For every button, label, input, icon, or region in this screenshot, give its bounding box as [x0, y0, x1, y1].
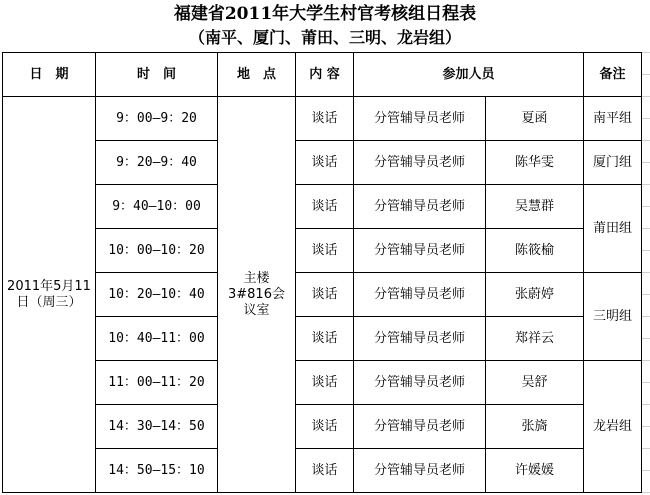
table-row	[3, 361, 642, 405]
role-cell: 分管辅导员老师	[354, 185, 486, 229]
group-cell-xiamen: 厦门组	[584, 141, 642, 185]
time-cell: 10：00—10：20	[96, 229, 218, 273]
group-cell-nanping: 南平组	[584, 97, 642, 141]
time-cell: 14：30—14：50	[96, 405, 218, 449]
time-cell: 10：20—10：40	[96, 273, 218, 317]
role-cell: 分管辅导员老师	[354, 273, 486, 317]
page-subtitle: （南平、厦门、莆田、三明、龙岩组）	[188, 28, 461, 47]
date-cell: 2011年5月11日（周三）	[3, 97, 96, 493]
content-cell: 谈话	[296, 185, 354, 229]
table-row	[3, 449, 642, 493]
table-row	[3, 141, 642, 185]
role-cell: 分管辅导员老师	[354, 229, 486, 273]
time-cell: 14：50—15：10	[96, 449, 218, 493]
content-cell: 谈话	[296, 229, 354, 273]
header-row	[3, 53, 642, 97]
person-cell: 吴舒	[486, 361, 584, 405]
role-cell: 分管辅导员老师	[354, 449, 486, 493]
time-cell: 9：00—9：20	[96, 97, 218, 141]
role-cell: 分管辅导员老师	[354, 361, 486, 405]
role-cell: 分管辅导员老师	[354, 141, 486, 185]
role-cell: 分管辅导员老师	[354, 317, 486, 361]
header-date: 日 期	[3, 53, 96, 97]
table-row	[3, 97, 642, 141]
person-cell: 张蔚婷	[486, 273, 584, 317]
time-cell: 9：40—10：00	[96, 185, 218, 229]
table-row	[3, 405, 642, 449]
table-row	[3, 229, 642, 273]
content-cell: 谈话	[296, 273, 354, 317]
table-row	[3, 185, 642, 229]
header-location: 地 点	[218, 53, 296, 97]
spreadsheet-gridlines	[642, 52, 650, 495]
person-cell: 陈筱榆	[486, 229, 584, 273]
group-cell-sanming: 三明组	[584, 273, 642, 361]
page-title: 福建省2011年大学生村官考核组日程表	[173, 4, 477, 24]
time-cell: 9：20—9：40	[96, 141, 218, 185]
content-cell: 谈话	[296, 405, 354, 449]
header-remark: 备注	[584, 53, 642, 97]
time-cell: 10：40—11：00	[96, 317, 218, 361]
schedule-table	[2, 52, 642, 493]
location-cell: 主楼3#816会议室	[218, 97, 296, 493]
header-content: 内 容	[296, 53, 354, 97]
header-time: 时 间	[96, 53, 218, 97]
time-cell: 11：00—11：20	[96, 361, 218, 405]
group-cell-putian: 莆田组	[584, 185, 642, 273]
person-cell: 陈华雯	[486, 141, 584, 185]
table-row	[3, 273, 642, 317]
header-participants: 参加人员	[354, 53, 584, 97]
role-cell: 分管辅导员老师	[354, 97, 486, 141]
content-cell: 谈话	[296, 317, 354, 361]
person-cell: 张旖	[486, 405, 584, 449]
content-cell: 谈话	[296, 97, 354, 141]
person-cell: 郑祥云	[486, 317, 584, 361]
content-cell: 谈话	[296, 141, 354, 185]
person-cell: 许媛媛	[486, 449, 584, 493]
content-cell: 谈话	[296, 449, 354, 493]
person-cell: 夏函	[486, 97, 584, 141]
role-cell: 分管辅导员老师	[354, 405, 486, 449]
content-cell: 谈话	[296, 361, 354, 405]
table-row	[3, 317, 642, 361]
person-cell: 吴慧群	[486, 185, 584, 229]
group-cell-longyan: 龙岩组	[584, 361, 642, 493]
